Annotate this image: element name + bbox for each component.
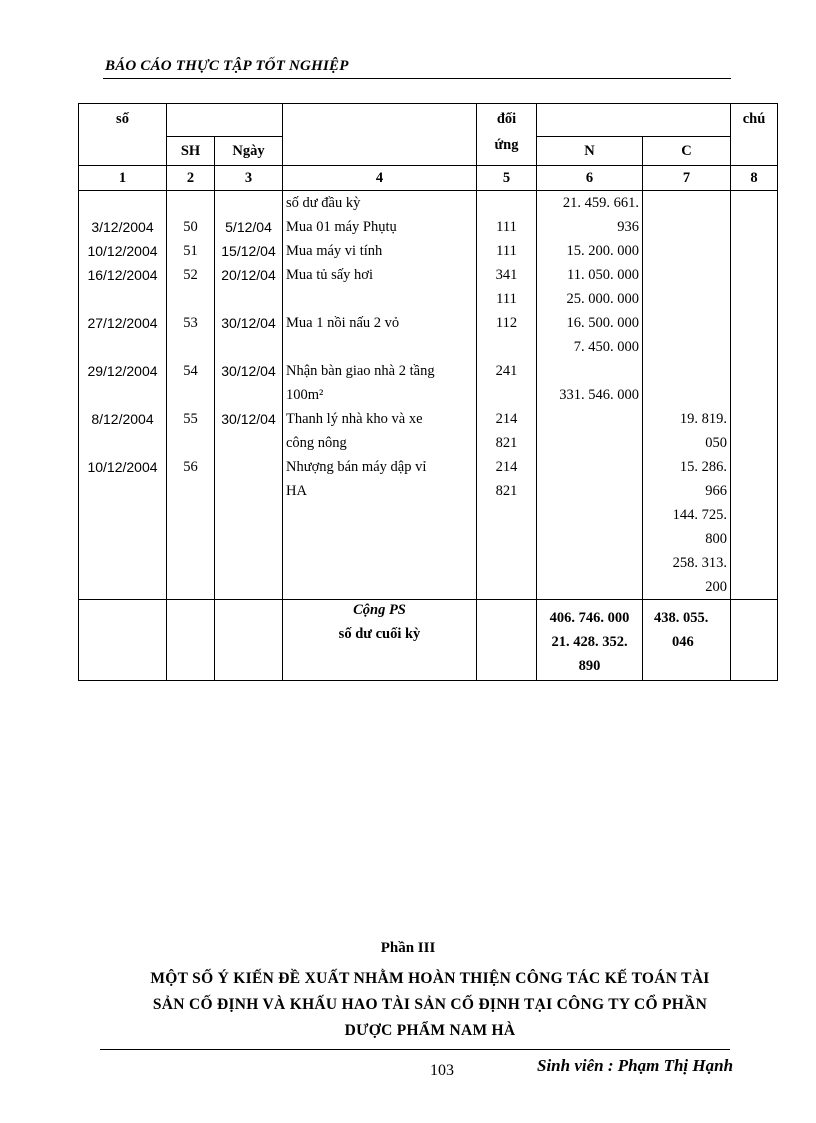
note-cell [731, 311, 778, 335]
table-cell: 111 [477, 239, 537, 263]
total-debit-value: 406. 746. 000 [549, 610, 630, 626]
table-row [79, 431, 778, 455]
amount-group-header [537, 104, 731, 137]
col1-header-cell [79, 137, 167, 166]
table-cell [537, 479, 643, 503]
total-credit-value: 438. 055. [654, 610, 709, 626]
table-row [79, 527, 778, 551]
table-cell [477, 575, 537, 600]
note-cell [731, 407, 778, 431]
table-cell [215, 479, 283, 503]
table-cell [643, 239, 731, 263]
table-cell [537, 551, 643, 575]
closing-balance-value: 21. 428. 352. [551, 634, 628, 650]
table-cell [643, 287, 731, 311]
date-header: Ngày [215, 137, 283, 166]
table-cell [167, 551, 215, 575]
note-cell [731, 479, 778, 503]
table-cell [167, 287, 215, 311]
table-cell: 821 [477, 479, 537, 503]
table-cell [477, 551, 537, 575]
table-cell: 800 [643, 527, 731, 551]
table-row [79, 335, 778, 359]
totals-empty-cell [167, 600, 215, 681]
table-cell: HA [283, 479, 477, 503]
table-cell: Mua 01 máy Phụtụ [283, 215, 477, 239]
note-cell [731, 575, 778, 600]
col1-header-text: số [79, 104, 167, 137]
note-cell [731, 359, 778, 383]
table-row [79, 479, 778, 503]
table-cell: 53 [167, 311, 215, 335]
note-cell [731, 335, 778, 359]
column-number: 2 [167, 166, 215, 191]
table-cell [477, 527, 537, 551]
table-cell: số dư đầu kỳ [283, 191, 477, 216]
note-cell [731, 191, 778, 216]
table-cell [167, 527, 215, 551]
note-cell [731, 239, 778, 263]
table-row [79, 239, 778, 263]
table-cell: 144. 725. [643, 503, 731, 527]
table-cell: 29/12/2004 [79, 359, 167, 383]
table-cell: 111 [477, 215, 537, 239]
table-row [79, 311, 778, 335]
table-cell [537, 527, 643, 551]
table-cell [283, 287, 477, 311]
table-cell [79, 431, 167, 455]
table-cell [79, 575, 167, 600]
table-cell: Mua 1 nồi nấu 2 vỏ [283, 311, 477, 335]
table-cell: 111 [477, 287, 537, 311]
totals-empty-cell [477, 600, 537, 681]
col8-header-text: chú [731, 104, 778, 137]
table-cell [643, 215, 731, 239]
table-cell [215, 503, 283, 527]
table-cell [643, 383, 731, 407]
totals-debit [537, 600, 643, 681]
section-label: Phần III [380, 940, 436, 956]
table-cell: 55 [167, 407, 215, 431]
totals-credit [643, 600, 731, 681]
note-cell [731, 503, 778, 527]
student-name: Sinh viên : Phạm Thị Hạnh [537, 1056, 734, 1075]
table-cell [215, 551, 283, 575]
table-cell: 15. 200. 000 [537, 239, 643, 263]
closing-balance-value-cont: 890 [578, 658, 601, 674]
table-cell [283, 551, 477, 575]
table-cell [643, 263, 731, 287]
table-cell [643, 191, 731, 216]
table-cell: 56 [167, 455, 215, 479]
section-heading-line: DƯỢC PHẨM NAM HÀ [344, 1022, 516, 1039]
table-cell [643, 359, 731, 383]
totals-empty-cell [215, 600, 283, 681]
voucher-group-header [167, 104, 283, 137]
column-number: 7 [643, 166, 731, 191]
column-number: 6 [537, 166, 643, 191]
table-cell: 200 [643, 575, 731, 600]
table-cell: 050 [643, 431, 731, 455]
table-cell [79, 479, 167, 503]
table-cell: 15/12/04 [215, 239, 283, 263]
col5-header-text: đối [477, 104, 537, 137]
ledger-body [79, 191, 778, 600]
table-cell [215, 383, 283, 407]
table-cell: 30/12/04 [215, 359, 283, 383]
description-header-cell [283, 137, 477, 166]
totals-labels [283, 600, 477, 681]
table-cell [283, 503, 477, 527]
table-cell: 50 [167, 215, 215, 239]
table-cell: 7. 450. 000 [537, 335, 643, 359]
section-heading-line: SẢN CỐ ĐỊNH VÀ KHẤU HAO TÀI SẢN CỐ ĐỊNH TẠI CÔNG TY CỔ PHẦN [152, 996, 708, 1013]
table-cell: 331. 546. 000 [537, 383, 643, 407]
table-cell: 52 [167, 263, 215, 287]
table-cell [79, 191, 167, 216]
table-cell: 936 [537, 215, 643, 239]
column-number: 1 [79, 166, 167, 191]
sh-header: SH [167, 137, 215, 166]
table-row [79, 383, 778, 407]
table-cell: 3/12/2004 [79, 215, 167, 239]
table-cell [477, 335, 537, 359]
note-cell [731, 527, 778, 551]
table-cell [167, 335, 215, 359]
note-cell [731, 455, 778, 479]
table-cell: Thanh lý nhà kho và xe [283, 407, 477, 431]
table-cell [215, 191, 283, 216]
table-cell: 30/12/04 [215, 311, 283, 335]
totals-empty-cell [731, 600, 778, 681]
table-cell [643, 335, 731, 359]
note-cell [731, 551, 778, 575]
table-cell [167, 431, 215, 455]
table-cell: 54 [167, 359, 215, 383]
table-cell: 214 [477, 407, 537, 431]
note-cell [731, 431, 778, 455]
table-cell: Nhận bàn giao nhà 2 tầng [283, 359, 477, 383]
table-cell: 100m² [283, 383, 477, 407]
credit-header: C [643, 137, 731, 166]
table-row [79, 263, 778, 287]
note-cell [731, 383, 778, 407]
note-cell [731, 287, 778, 311]
table-row [79, 287, 778, 311]
table-cell: 21. 459. 661. [537, 191, 643, 216]
column-number: 4 [283, 166, 477, 191]
table-cell [79, 383, 167, 407]
table-cell [477, 383, 537, 407]
table-cell: 16. 500. 000 [537, 311, 643, 335]
table-row [79, 575, 778, 600]
table-cell [167, 503, 215, 527]
table-cell [537, 503, 643, 527]
table-cell: 20/12/04 [215, 263, 283, 287]
table-cell: Nhượng bán máy dập vỉ [283, 455, 477, 479]
description-header [283, 104, 477, 137]
table-cell [283, 335, 477, 359]
totals-row [79, 600, 778, 681]
table-cell: 30/12/04 [215, 407, 283, 431]
table-cell: 214 [477, 455, 537, 479]
table-cell [477, 191, 537, 216]
section-heading-line: MỘT SỐ Ý KIẾN ĐỀ XUẤT NHẰM HOÀN THIỆN CÔNG TÁC KẾ TOÁN TÀI [150, 970, 710, 987]
table-cell: 15. 286. [643, 455, 731, 479]
section-heading [100, 966, 760, 1044]
col5-header-text-2: ứng [477, 137, 537, 166]
table-cell [537, 407, 643, 431]
table-cell: 25. 000. 000 [537, 287, 643, 311]
table-cell: 19. 819. [643, 407, 731, 431]
table-cell: 27/12/2004 [79, 311, 167, 335]
table-cell [215, 335, 283, 359]
column-number-row [79, 166, 778, 191]
table-cell [79, 503, 167, 527]
table-cell [167, 383, 215, 407]
table-cell [537, 359, 643, 383]
table-row [79, 455, 778, 479]
table-row [79, 191, 778, 216]
table-row [79, 215, 778, 239]
table-cell: 51 [167, 239, 215, 263]
table-cell: 341 [477, 263, 537, 287]
total-credit-value-cont: 046 [672, 634, 694, 650]
totals-empty-cell [79, 600, 167, 681]
debit-header: N [537, 137, 643, 166]
table-row [79, 359, 778, 383]
total-ps-label: Cộng PS [353, 602, 406, 618]
table-cell: 258. 313. [643, 551, 731, 575]
table-cell [167, 479, 215, 503]
col8-header-cell [731, 137, 778, 166]
table-cell: 5/12/04 [215, 215, 283, 239]
table-cell [79, 551, 167, 575]
table-cell [283, 527, 477, 551]
table-cell: 10/12/2004 [79, 455, 167, 479]
table-row [79, 503, 778, 527]
table-cell [215, 287, 283, 311]
table-cell: công nông [283, 431, 477, 455]
column-number: 5 [477, 166, 537, 191]
table-cell [215, 455, 283, 479]
table-cell [537, 431, 643, 455]
table-cell: Mua máy vi tính [283, 239, 477, 263]
page-number: 103 [430, 1062, 454, 1079]
column-number: 8 [731, 166, 778, 191]
header-divider [103, 78, 731, 79]
table-cell: 241 [477, 359, 537, 383]
table-cell [167, 191, 215, 216]
table-cell: 966 [643, 479, 731, 503]
table-cell: 8/12/2004 [79, 407, 167, 431]
table-cell: 821 [477, 431, 537, 455]
footer-divider [100, 1049, 730, 1050]
table-cell: Mua tủ sấy hơi [283, 263, 477, 287]
table-cell: 16/12/2004 [79, 263, 167, 287]
table-cell [79, 335, 167, 359]
table-cell [215, 527, 283, 551]
table-row [79, 551, 778, 575]
table-cell [79, 287, 167, 311]
table-cell: 112 [477, 311, 537, 335]
note-cell [731, 263, 778, 287]
header-row-1 [79, 104, 778, 137]
table-cell [537, 455, 643, 479]
table-cell: 11. 050. 000 [537, 263, 643, 287]
column-number: 3 [215, 166, 283, 191]
report-header-title: BÁO CÁO THỰC TẬP TỐT NGHIỆP [105, 58, 349, 74]
note-cell [731, 215, 778, 239]
table-row [79, 407, 778, 431]
closing-balance-label: số dư cuối kỳ [338, 626, 421, 642]
table-cell [79, 527, 167, 551]
table-cell [215, 431, 283, 455]
table-cell [477, 503, 537, 527]
table-cell [215, 575, 283, 600]
table-cell [537, 575, 643, 600]
table-cell [283, 575, 477, 600]
ledger-table [78, 103, 778, 681]
table-cell [167, 575, 215, 600]
table-cell [643, 311, 731, 335]
header-row-2 [79, 137, 778, 166]
table-cell: 10/12/2004 [79, 239, 167, 263]
